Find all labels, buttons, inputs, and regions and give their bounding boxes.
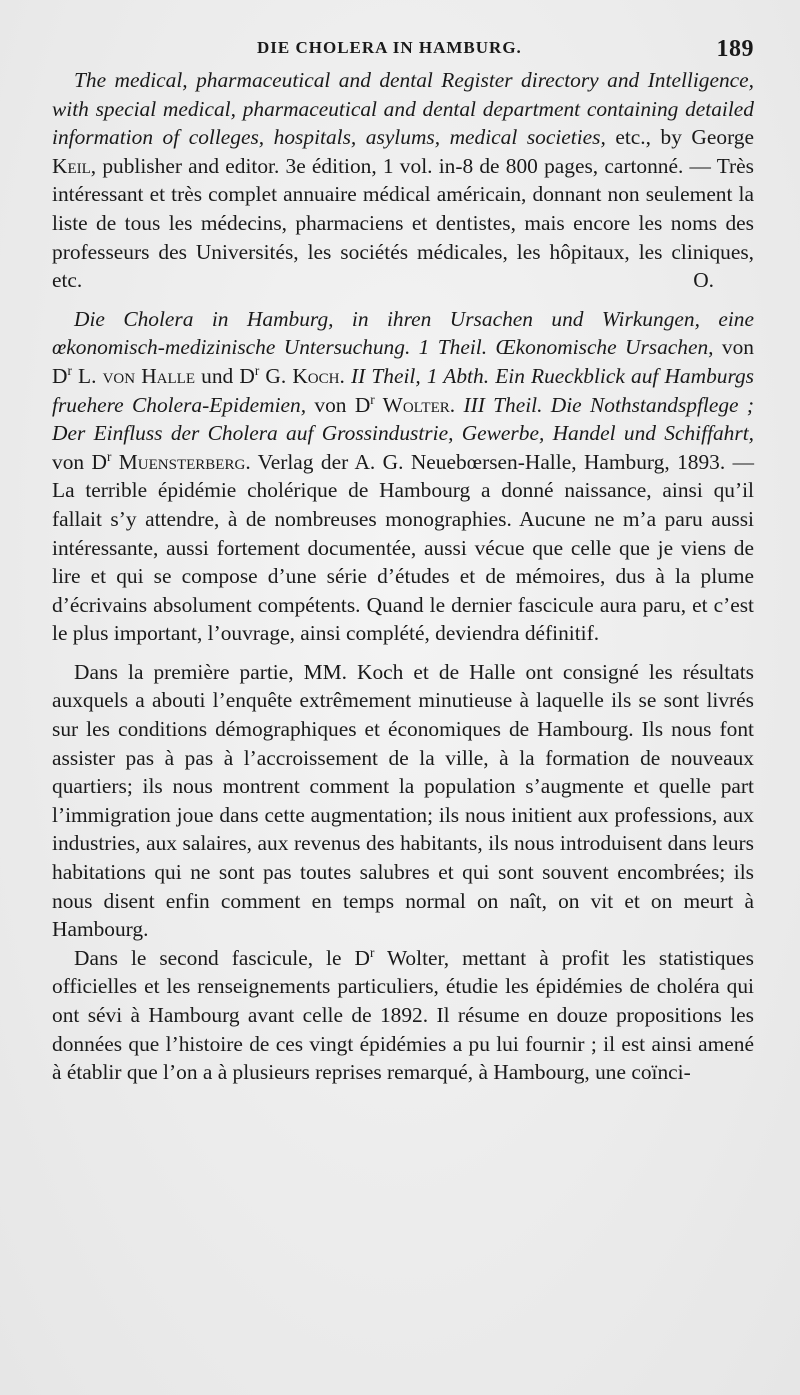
book-title-part2: II Theil, 1 Abth. Ein Rueckblick auf Hamburgs fruehere Cholera-Epidemien, [52,363,755,417]
page-number: 189 [716,36,754,62]
author-koch: G. Koch [259,363,340,388]
review-cholera [52,305,754,648]
register-title: The medical, pharmaceutical and dental Register directory and Intelligence, with special medical, pharmaceutical and dental department containing detailed information of colleges, hospitals, asylums, medical societies, [52,68,754,150]
review-register [52,66,754,295]
review-register-text: The medical, pharmaceutical and dental Register directory and Intelligence, with special medical, pharmaceutical and dental department containing detailed information of colleges, hospitals, asylums, medical societies, etc., by George Keil, publisher and editor. 3e édition, 1 vol. in-8 de 800 pages, cartonné. — Très intéressant et très complet annuaire médical américain, donnant non seulement la liste de tous les médecins, pharmaciens et dentistes, mais encore les noms des professeurs des Universités, les sociétés médicales, les hôpitaux, les cliniques, etc. O. [52,66,754,295]
book-title-part1: Die Cholera in Hamburg, in ihren Ursachen und Wirkungen, eine œkonomisch-medizinische Untersuchung. 1 Theil. Œkonomische Ursachen, [52,306,754,360]
paragraph: Dans la première partie, MM. Koch et de Halle ont consigné les résultats auxquels a abouti l’enquête extrêmement minutieuse à laquelle ils se sont livrés sur les conditions démographiques et économiques de Hambourg. Ils nous font assister pas à pas à l’accroissement de la ville, à la formation de nouveaux quartiers; ils nous montrent comment la population s’augmente et quelle part l’immigration joue dans cette augmentation; ils nous initient aux professions, aux industries, aux salaires, aux revenus des habitants, ils nous introduisent dans leurs habitations qui ne sont pas toutes salubres et qui sont souvent encombrées; ils nous disent enfin comment en temps normal on naît, on vit et on meurt à Hambourg. [52,659,754,942]
author-wolter: Wolter [374,392,450,417]
running-title: DIE CHOLERA IN HAMBURG. [257,38,522,57]
paragraph: Dans le second fascicule, le $D^r$ Wolter, mettant à profit les statistiques officielles et les renseignements particuliers, étudie les épidémies de choléra qui ont sévi à Hambourg avant celle de 1892. Il résume en douze propositions les données que l’histoire de ces vingt épidémies a pu lui fournir ; il est ainsi amené à établir que l’on a à plusieurs reprises remarqué, à Hambourg, une coïnci- [52,944,755,1085]
book-title-part3: III Theil. Die Nothstandspflege ; Der Einfluss der Cholera auf Grossindustrie, Gewerbe, Handel und Schiffahrt, [52,392,754,446]
review-body [52,658,754,1087]
author-name: Keil [52,153,91,178]
author-muensterberg: Muensterberg [111,449,246,474]
reviewer-signature: O. [693,268,714,293]
author-halle: L. von Halle [71,363,195,388]
review-cholera-text: Die Cholera in Hamburg, in ihren Ursachen und Wirkungen, eine œkonomisch-medizinische Untersuchung. 1 Theil. Œkonomische Ursachen, von $D^r$ L. von Halle und $D^r$ G. Koch. II Theil, 1 Abth. Ein Rueckblick auf Hamburgs fruehere Cholera-Epidemien, von $D^r$ Wolter. III Theil. Die Nothstandspflege ; Der Einfluss der Cholera auf Grossindustrie, Gewerbe, Handel und Schiffahrt, von $D^r$ Muensterberg. Verlag der A. G. Neuebœrsen-Halle, Hamburg, 1893. — La terrible épidémie cholérique de Hambourg a donné naissance, ainsi qu’il fallait s’y attendre, à de nombreuses monographies. Aucune ne m’a paru aussi intéressante, aussi fortement documentée, aussi vécue que celle que je viens de lire et qui se compose d’une série d’études et de mémoires, dus à la plume d’écrivains absolument compétents. Quand le dernier fascicule aura paru, et c’est le plus important, l’ouvrage, ainsi complété, deviendra définitif. [52,306,755,646]
running-head [52,32,754,66]
